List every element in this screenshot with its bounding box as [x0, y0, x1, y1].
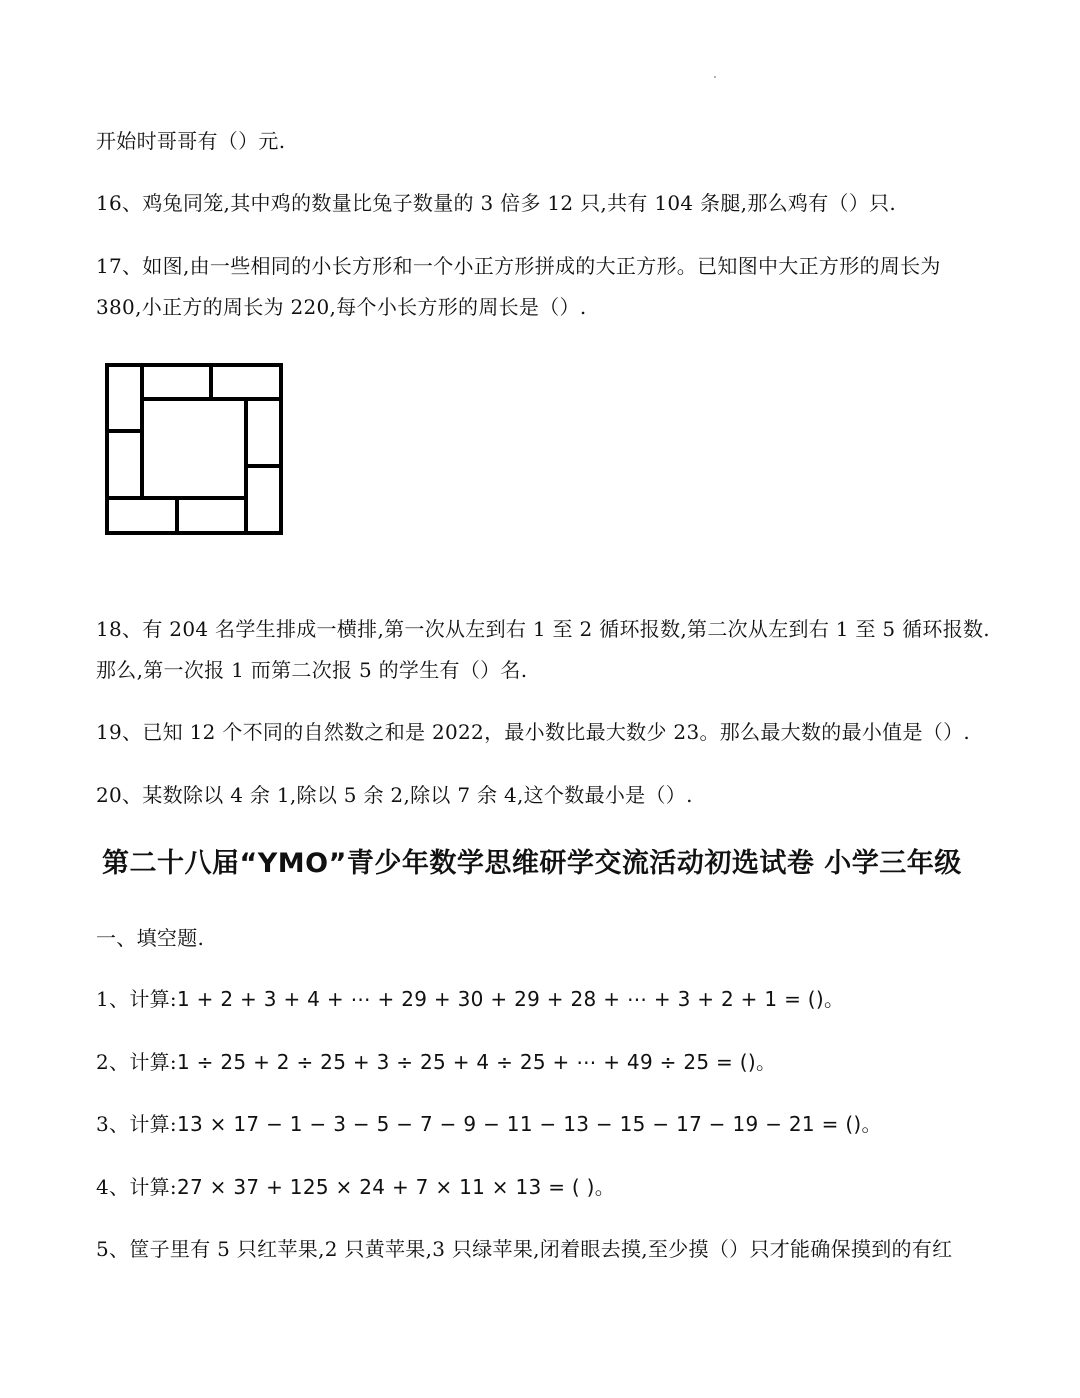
math-expression: 1 ÷ 25 + 2 ÷ 25 + 3 ÷ 25 + 4 ÷ 25 + ⋯ + 49 ÷ 25 = () — [176, 1050, 756, 1074]
question-suffix: 。 — [861, 1112, 882, 1136]
question-17-line-1: 17、如图,由一些相同的小长方形和一个小正方形拼成的大正方形。已知图中大正方形的周长为 — [96, 254, 941, 278]
question-19: 19、已知 12 个不同的自然数之和是 2022，最小数比最大数少 23。那么最大数的最小值是（）. — [96, 720, 971, 744]
calc-question-4 — [96, 1173, 615, 1201]
question-suffix: 。 — [824, 987, 845, 1011]
question-suffix: 。 — [594, 1175, 616, 1199]
exam-title: 第二十八届“YMO”青少年数学思维研学交流活动初选试卷 小学三年级 — [102, 848, 962, 879]
square-figure — [104, 362, 284, 536]
question-20: 20、某数除以 4 余 1,除以 5 余 2,除以 7 余 4,这个数最小是（）. — [96, 783, 693, 807]
question-18-line-2: 那么,第一次报 1 而第二次报 5 的学生有（）名. — [96, 658, 528, 682]
outer-square — [107, 365, 281, 533]
inner-square — [142, 399, 246, 498]
question-17-line-2: 380,小正方的周长为 220,每个小长方形的周长是（）. — [96, 295, 587, 319]
question-16: 16、鸡兔同笼,其中鸡的数量比兔子数量的 3 倍多 12 只,共有 104 条腿,那么鸡有（）只. — [96, 191, 897, 215]
speck-dot — [714, 76, 716, 78]
question-5: 5、筐子里有 5 只红苹果,2 只黄苹果,3 只绿苹果,闭着眼去摸,至少摸（）只才能确保摸到的有红 — [96, 1237, 953, 1261]
math-expression: 1 + 2 + 3 + 4 + ⋯ + 29 + 30 + 29 + 28 + ⋯ + 3 + 2 + 1 = () — [176, 987, 824, 1011]
question-prefix: 2、计算: — [96, 1050, 177, 1074]
question-prefix: 3、计算: — [96, 1112, 177, 1136]
math-expression: 13 × 17 − 1 − 3 − 5 − 7 − 9 − 11 − 13 − 15 − 17 − 19 − 21 = () — [176, 1112, 862, 1136]
question-18-line-1: 18、有 204 名学生排成一横排,第一次从左到右 1 至 2 循环报数,第二次从左到右 1 至 5 循环报数. — [96, 617, 990, 641]
calc-question-2 — [96, 1048, 776, 1076]
question-prefix: 4、计算: — [96, 1175, 177, 1199]
math-expression: 27 × 37 + 125 × 24 + 7 × 11 × 13 = ( ) — [176, 1175, 595, 1199]
calc-question-3 — [96, 1110, 882, 1138]
section-title: 一、填空题. — [96, 926, 205, 950]
calc-question-1 — [96, 985, 844, 1013]
question-prefix: 1、计算: — [96, 987, 177, 1011]
text-line-continuation: 开始时哥哥有（）元. — [96, 129, 286, 153]
question-suffix: 。 — [755, 1050, 777, 1074]
